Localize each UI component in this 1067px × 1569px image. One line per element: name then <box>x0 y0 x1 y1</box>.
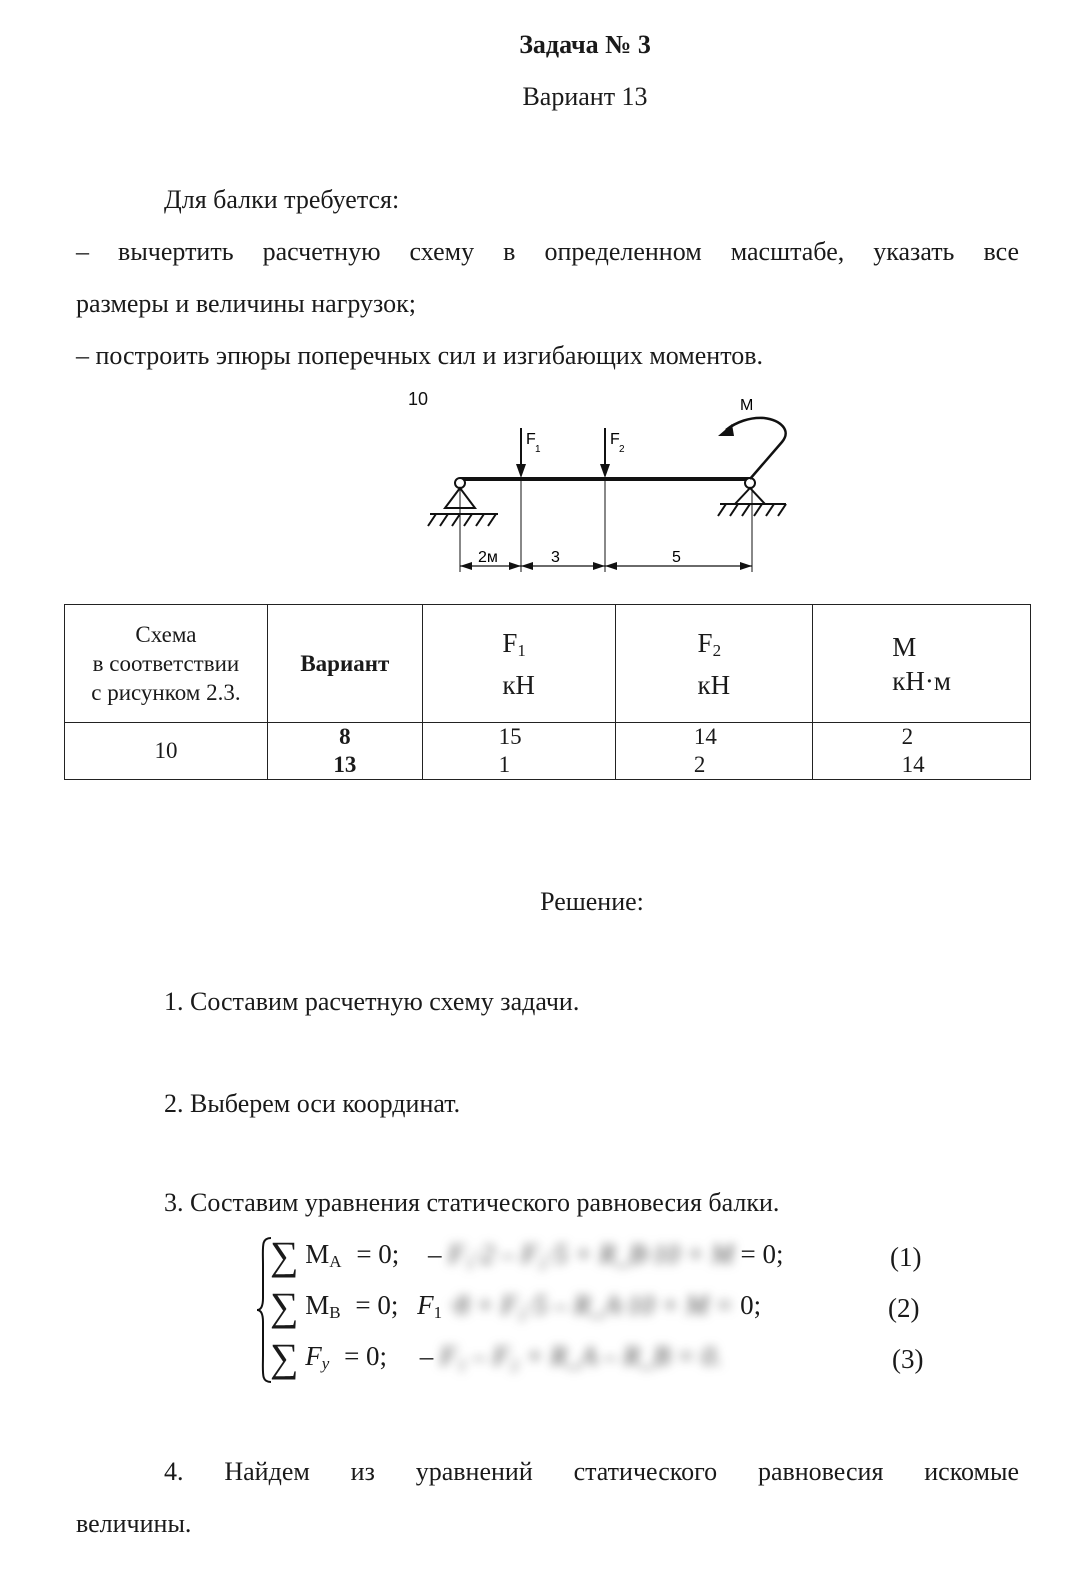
solution-step1: 1. Составим расчетную схему задачи. <box>164 987 580 1016</box>
solution-step2: 2. Выберем оси координат. <box>164 1089 461 1118</box>
task-item1-line1: – вычертить расчетную схему в определенном масштабе, указать все <box>76 237 1019 266</box>
header-f2: $F_2$ кН <box>615 605 813 723</box>
equation-2: ∑ $M_B = 0$; $F_1 \cdot 8 + F_2\cdot 5$ – R_A·10 + M = 0; <box>270 1284 762 1329</box>
equation-3-number: (3) <box>892 1344 924 1374</box>
beam-diagram <box>400 380 820 580</box>
cell-scheme: 10 <box>65 723 268 780</box>
force-f1-arrow <box>516 428 526 478</box>
f1-sub: 1 <box>535 444 541 455</box>
dimension-lines <box>460 562 752 570</box>
equation-1: ∑ $M_A = 0$; – F₁·2 – F₂·5 + R_B·10 + M = 0; <box>270 1233 784 1278</box>
task-item1-line2: размеры и величины нагрузок; <box>76 289 416 318</box>
task-intro: Для балки требуется: <box>164 185 400 214</box>
equation-3: ∑ $F_y = 0$; – F₁ – F₂ + R_A – R_B = 0. <box>270 1335 722 1380</box>
moment-arrow <box>718 418 786 479</box>
variant-label: Вариант 13 <box>522 82 648 111</box>
dimension-3: 3 <box>551 549 560 566</box>
header-scheme: Схема в соответствии с рисунком 2.3. <box>65 605 268 723</box>
header-m: M кН·м <box>813 605 1031 723</box>
dimension-2m: 2м <box>478 549 498 566</box>
task-item2: – построить эпюры поперечных сил и изгибающих моментов. <box>76 341 763 370</box>
f1-label: F <box>526 431 536 448</box>
moment-label: M <box>740 397 754 414</box>
f2-sub: 2 <box>619 444 625 455</box>
left-pin-support <box>428 478 498 526</box>
cell-f1: 15 1 <box>422 723 615 780</box>
equation-1-number: (1) <box>890 1242 922 1272</box>
header-variant: Вариант <box>267 605 422 723</box>
solution-step3: 3. Составим уравнения статического равновесия балки. <box>164 1188 780 1217</box>
f2-label: F <box>610 431 620 448</box>
variant-table <box>64 604 1031 780</box>
dimension-5: 5 <box>672 549 681 566</box>
solution-heading: Решение: <box>540 887 644 916</box>
table-row <box>65 723 1031 780</box>
task-title: Задача № 3 <box>519 30 651 59</box>
solution-step4-line2: величины. <box>76 1509 192 1538</box>
cell-m: 2 14 <box>813 723 1031 780</box>
force-f2-arrow <box>600 428 610 478</box>
solution-step4-line1: 4. Найдем из уравнений статического равновесия искомые <box>164 1457 1019 1486</box>
header-f1: $F_1$ кН <box>422 605 615 723</box>
table-header-row <box>65 605 1031 723</box>
scheme-number-label: 10 <box>408 389 429 409</box>
equation-2-number: (2) <box>888 1293 920 1323</box>
cell-f2: 14 2 <box>615 723 813 780</box>
cell-variant: 8 13 <box>267 723 422 780</box>
